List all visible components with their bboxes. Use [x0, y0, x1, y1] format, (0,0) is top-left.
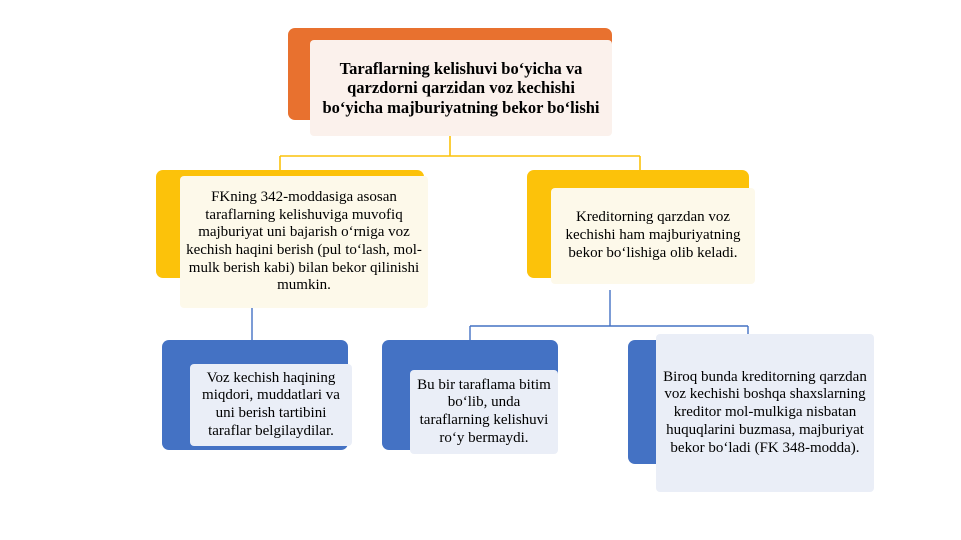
node-root[interactable] — [288, 28, 612, 120]
node-level3-2[interactable] — [382, 340, 558, 450]
node-level3-2-text: Bu bir taraflama bitim bo‘lib, unda taraflarning kelishuvi ro‘y bermaydi. — [417, 376, 551, 446]
node-level3-1-text: Voz kechish haqining miqdori, muddatlari va uni berish tartibini taraflar belgilaydilar. — [202, 369, 340, 439]
node-root-text: Taraflarning kelishuvi bo‘yicha va qarzdorni qarzidan voz kechishi bo‘yicha majburiyatning bekor bo‘lishi — [322, 58, 600, 117]
node-level2-2[interactable] — [527, 170, 749, 278]
node-level3-1-panel — [190, 364, 352, 446]
node-level3-3-panel — [656, 334, 874, 492]
node-level3-2-panel — [410, 370, 558, 454]
node-level2-1-text: FKning 342-moddasiga asosan taraflarning kelishuviga muvofiq majburiyat uni bajarish o‘rniga voz kechish haqini berish (pul to‘lash, mol-mulk berish kabi) bilan bekor qilinishi mumkin. — [186, 188, 422, 294]
node-root-panel — [310, 40, 612, 136]
node-level2-1[interactable] — [156, 170, 424, 294]
node-level2-2-text: Kreditorning qarzdan voz kechishi ham majburiyatning bekor bo‘lishiga olib keladi. — [565, 209, 741, 261]
node-level2-2-panel — [551, 188, 755, 284]
node-level3-3-text: Biroq bunda kreditorning qarzdan voz kechishi boshqa shaxslarning kreditor mol-mulkiga nisbatan huquqlarini buzmasa, majburiyat bekor bo‘ladi (FK 348-modda). — [663, 368, 867, 456]
node-level3-1[interactable] — [162, 340, 348, 450]
node-level2-1-panel — [180, 176, 428, 308]
node-level3-3[interactable] — [628, 340, 867, 464]
